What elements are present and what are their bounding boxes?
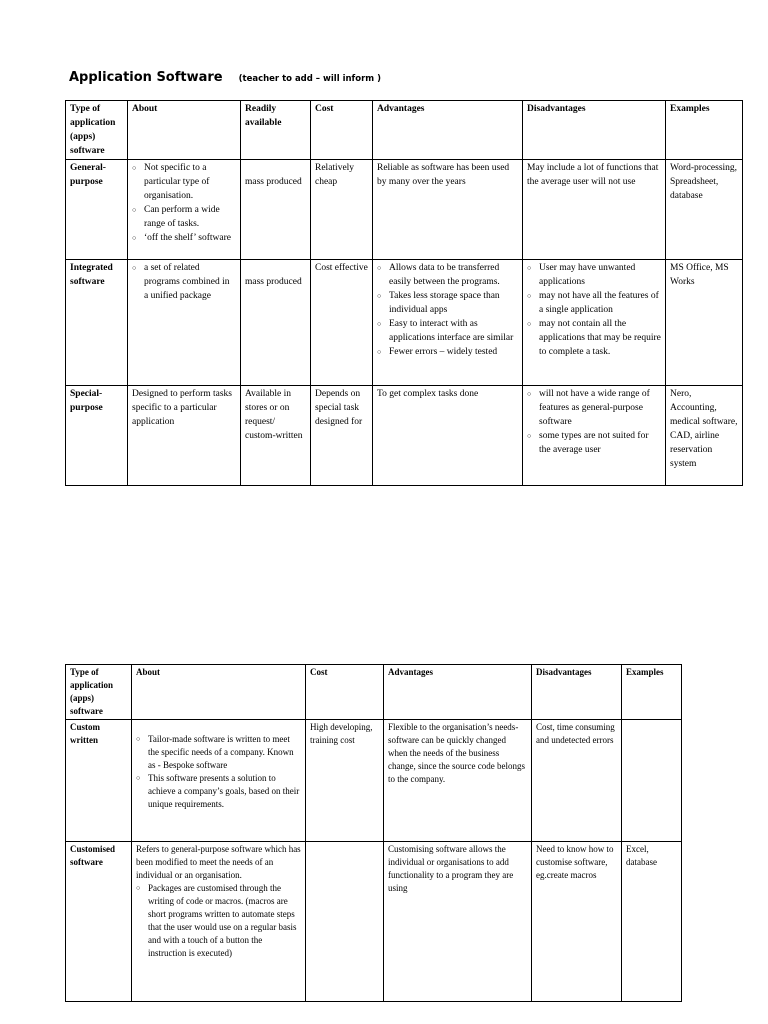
row-cost: Relatively cheap <box>311 160 373 260</box>
list-item: ○ User may have unwanted applications <box>539 261 661 289</box>
row-examples: Nero, Accounting, medical software, CAD, airline reservation system <box>666 386 743 486</box>
header-disadvantages: Disadvantages <box>532 665 622 720</box>
list-item: ○ Tailor-made software is written to meet the specific needs of a company. Known as - Bespoke software <box>148 733 301 772</box>
table-row <box>66 720 682 842</box>
cell-text: mass produced <box>245 277 302 287</box>
list-item: ○ Allows data to be transferred easily between the programs. <box>389 261 518 289</box>
row-disadvantages: May include a lot of functions that the average user will not use <box>523 160 666 260</box>
about-list <box>136 733 301 811</box>
row-cost: Depends on special task designed for <box>311 386 373 486</box>
custom-software-table <box>65 664 682 1002</box>
page-title: Application Software <box>69 70 223 85</box>
header-cost: Cost <box>311 101 373 160</box>
row-type: Special-purpose <box>66 386 128 486</box>
list-item: ○ Takes less storage space than individual apps <box>389 289 518 317</box>
row-readily-available: Available in stores or on request/ custom-written <box>241 386 311 486</box>
header-examples: Examples <box>622 665 682 720</box>
about-list <box>132 261 236 303</box>
list-item: ○ a set of related programs combined in a unified package <box>144 261 236 303</box>
row-about <box>128 160 241 260</box>
row-advantages: Customising software allows the individual or organisations to add functionality to a program they are using <box>384 842 532 1002</box>
advantages-list <box>377 261 518 359</box>
row-advantages: To get complex tasks done <box>373 386 523 486</box>
row-about <box>132 720 306 842</box>
list-item: ○ Packages are customised through the writing of code or macros. (macros are short programs written to automate steps that the user would use on a regular basis and with a touch of a button the instruction is executed) <box>148 882 301 960</box>
row-disadvantages <box>523 260 666 386</box>
list-item: ○ some types are not suited for the average user <box>539 429 661 457</box>
title-row <box>69 68 381 86</box>
header-examples: Examples <box>666 101 743 160</box>
table-row <box>66 386 743 486</box>
row-readily-available <box>241 160 311 260</box>
list-item: ○ Not specific to a particular type of organisation. <box>144 161 236 203</box>
header-advantages: Advantages <box>373 101 523 160</box>
row-advantages: Reliable as software has been used by many over the years <box>373 160 523 260</box>
row-disadvantages: Need to know how to customise software, eg.create macros <box>532 842 622 1002</box>
row-examples: Word-processing, Spreadsheet, database <box>666 160 743 260</box>
header-about: About <box>128 101 241 160</box>
list-item: ○ may not have all the features of a single application <box>539 289 661 317</box>
list-item: ○ ‘off the shelf’ software <box>144 231 236 245</box>
list-item: ○ Can perform a wide range of tasks. <box>144 203 236 231</box>
page-subtitle: (teacher to add – will inform ) <box>238 74 381 84</box>
row-examples: Excel, database <box>622 842 682 1002</box>
row-cost: High developing, training cost <box>306 720 384 842</box>
row-advantages <box>373 260 523 386</box>
header-about: About <box>132 665 306 720</box>
list-item: ○ Easy to interact with as applications interface are similar <box>389 317 518 345</box>
row-cost <box>306 842 384 1002</box>
row-examples: MS Office, MS Works <box>666 260 743 386</box>
list-item: ○ will not have a wide range of features as general-purpose software <box>539 387 661 429</box>
disadvantages-list <box>527 261 661 359</box>
header-type: Type of application (apps) software <box>66 665 132 720</box>
table-header-row <box>66 665 682 720</box>
header-advantages: Advantages <box>384 665 532 720</box>
header-disadvantages: Disadvantages <box>523 101 666 160</box>
header-readily-available: Readily available <box>241 101 311 160</box>
row-type: Customised software <box>66 842 132 1002</box>
list-item: ○ may not contain all the applications that may be require to complete a task. <box>539 317 661 359</box>
list-item: ○ This software presents a solution to achieve a company’s goals, based on their unique requirements. <box>148 772 301 811</box>
row-disadvantages <box>523 386 666 486</box>
row-disadvantages: Cost, time consuming and undetected errors <box>532 720 622 842</box>
row-about <box>128 260 241 386</box>
row-about <box>132 842 306 1002</box>
row-about: Designed to perform tasks specific to a particular application <box>128 386 241 486</box>
row-advantages: Flexible to the organisation’s needs- software can be quickly changed when the needs of the business change, since the source code belongs to the company. <box>384 720 532 842</box>
row-cost: Cost effective <box>311 260 373 386</box>
application-software-table <box>65 100 743 486</box>
row-type: Integrated software <box>66 260 128 386</box>
table-row <box>66 160 743 260</box>
list-item: ○ Fewer errors – widely tested <box>389 345 518 359</box>
row-examples <box>622 720 682 842</box>
disadvantages-list <box>527 387 661 457</box>
cell-text: mass produced <box>245 177 302 187</box>
header-cost: Cost <box>306 665 384 720</box>
header-type: Type of application (apps) software <box>66 101 128 160</box>
row-type: Custom written <box>66 720 132 842</box>
about-list <box>136 882 301 960</box>
table-row <box>66 260 743 386</box>
table-row <box>66 842 682 1002</box>
row-readily-available <box>241 260 311 386</box>
row-type: General-purpose <box>66 160 128 260</box>
table-header-row <box>66 101 743 160</box>
about-list <box>132 161 236 245</box>
cell-text: Refers to general-purpose software which has been modified to meet the needs of an individual or an organisation. <box>136 844 301 880</box>
